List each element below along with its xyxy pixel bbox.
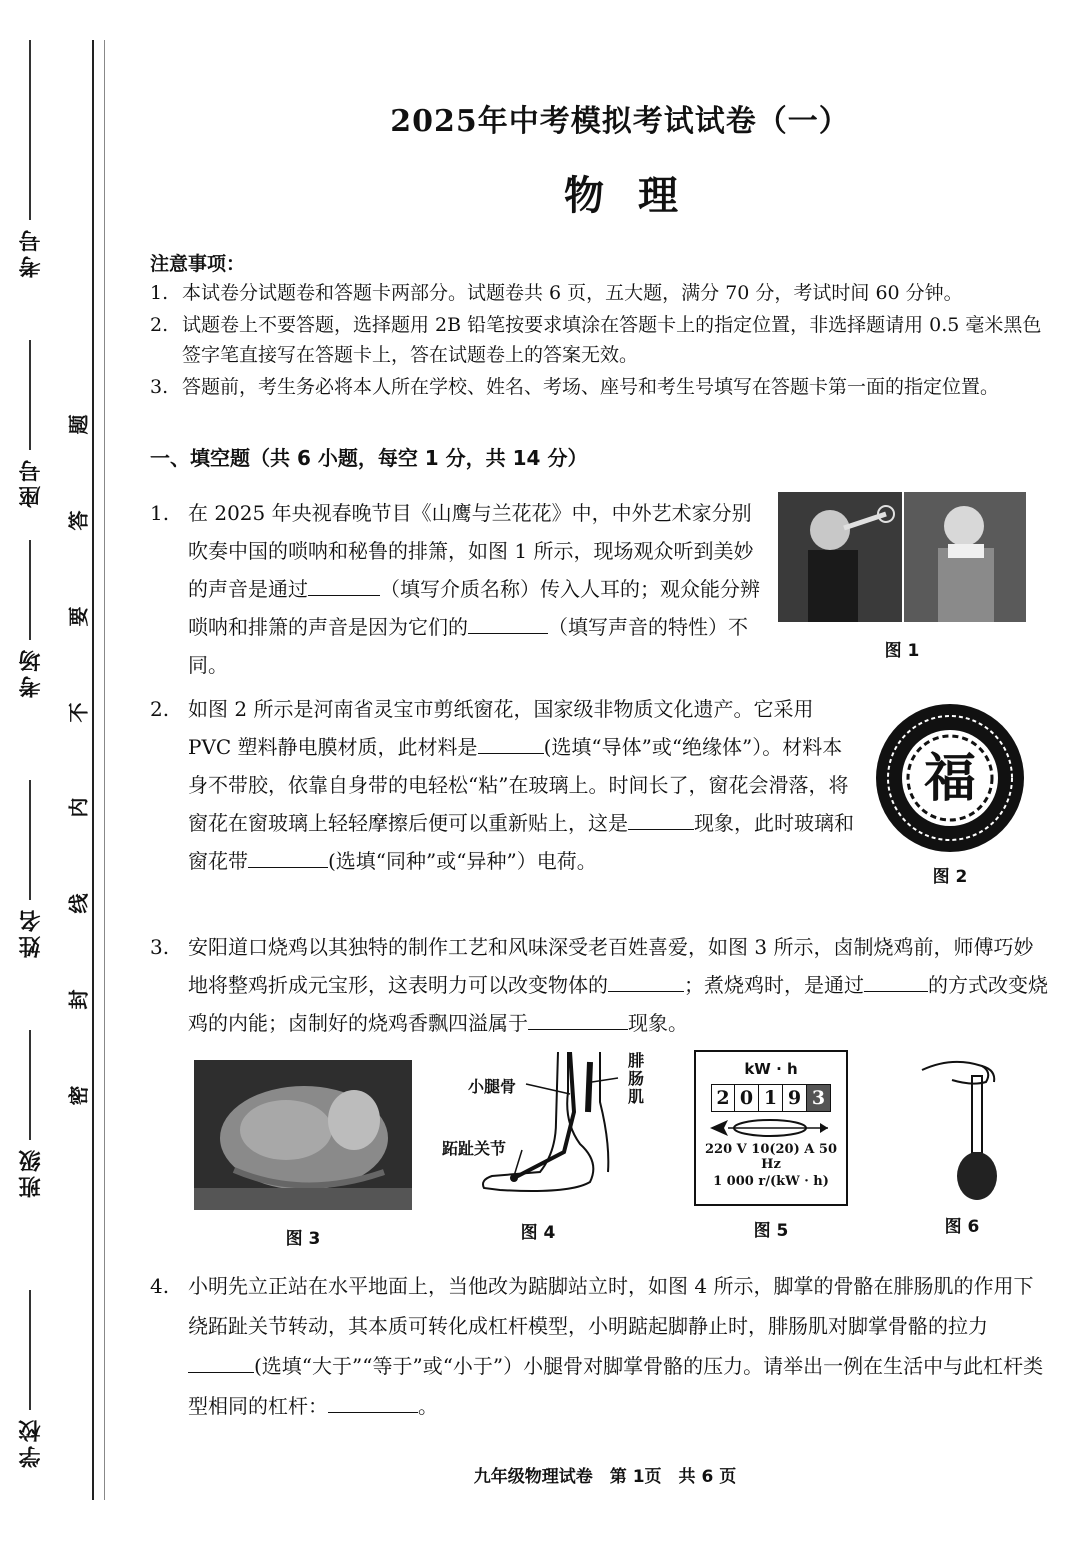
meter-spec-rating: 220 V 10(20) A 50 Hz (705, 1142, 837, 1172)
notice-item (150, 372, 1050, 402)
question-4 (150, 1266, 1050, 1426)
notice-num: 2. (150, 314, 169, 336)
binding-line (92, 40, 94, 1500)
exam-header (150, 96, 1050, 471)
question-3 (150, 928, 1050, 1042)
question-text (188, 690, 862, 880)
label-calf-muscle: 腓肠肌 (628, 1051, 645, 1106)
exam-title: 2025年中考模拟考试试卷（一） (390, 104, 850, 139)
figure-6 (912, 1052, 1012, 1237)
answer-blank[interactable] (248, 846, 328, 868)
figure-caption: 图 4 (520, 1223, 556, 1243)
question-text (188, 494, 762, 684)
answer-blank[interactable] (608, 970, 684, 992)
binding-line-inner (104, 40, 105, 1500)
field-label: 考号 (17, 226, 44, 278)
question-text-part: 现象，此时玻璃和窗花带 (188, 811, 854, 873)
seal-char: 内 (66, 797, 91, 818)
field-label: 姓名 (17, 906, 44, 958)
question-2 (150, 690, 862, 880)
notice-item (150, 278, 1050, 308)
meter-spec-constant: 1 000 r/(kW · h) (713, 1174, 829, 1189)
figure-caption: 图 6 (944, 1217, 980, 1237)
answer-blank[interactable] (188, 1351, 254, 1373)
answer-blank[interactable] (628, 808, 694, 830)
figure-1 (778, 492, 1026, 661)
answer-blank[interactable] (468, 612, 548, 634)
meter-digit: 0 (735, 1084, 759, 1112)
answer-blank[interactable] (328, 1391, 418, 1413)
seal-line-text (62, 410, 92, 1110)
question-text-part: (选填“同种”或“异种”）电荷。 (328, 849, 597, 873)
question-text (188, 928, 1050, 1042)
meter-digit: 2 (711, 1084, 735, 1112)
figure-2 (874, 702, 1026, 887)
notice-heading: 注意事项： (150, 253, 246, 275)
meter-unit: kW · h (744, 1060, 798, 1078)
field-exam-room[interactable] (12, 540, 48, 704)
meter-digit: 1 (759, 1084, 783, 1112)
figure-caption: 图 3 (285, 1229, 321, 1249)
seal-char: 答 (66, 510, 91, 531)
label-toe-joint: 跖趾关节 (442, 1139, 507, 1158)
name-write-line[interactable] (29, 780, 31, 900)
binding-margin (0, 0, 110, 1542)
notice-text: 本试卷分试题卷和答题卡两部分。试题卷共 6 页，五大题，满分 70 分，考试时间 60 分钟。 (182, 282, 963, 304)
field-name[interactable] (12, 780, 48, 964)
school-write-line[interactable] (29, 1290, 31, 1410)
seat-number-write-line[interactable] (29, 340, 31, 450)
notice-text: 答题前，考生务必将本人所在学校、姓名、考场、座号和考生号填写在答题卡第一面的指定位置。 (182, 376, 1000, 398)
exam-number-write-line[interactable] (29, 40, 31, 220)
page-footer: 九年级物理试卷 第 1页 共 6 页 (473, 1467, 737, 1487)
electric-meter (694, 1050, 848, 1206)
answer-blank[interactable] (864, 970, 928, 992)
question-text-part: 如图 2 所示是河南省灵宝市剪纸窗花，国家级非物质文化遗产。它采用 PVC 塑料静电膜材质，此材料是 (188, 697, 814, 759)
field-label: 班级 (17, 1146, 44, 1198)
notice-text: 试题卷上不要答题，选择题用 2B 铅笔按要求填涂在答题卡上的指定位置，非选择题请用 0.5 毫米黑色签字笔直接写在答题卡上，答在试题卷上的答案无效。 (182, 314, 1042, 366)
question-text-part: 安阳道口烧鸡以其独特的制作工艺和风味深受老百姓喜爱，如图 3 所示，卤制烧鸡前，师傅巧妙地将整鸡折成元宝形，这表明力可以改变物体的 (188, 935, 1034, 997)
field-label: 考场 (17, 646, 44, 698)
seal-char: 密 (66, 1085, 91, 1106)
paper-cut-fu-icon (874, 702, 1026, 854)
label-tibia: 小腿骨 (468, 1077, 517, 1096)
field-seat-number[interactable] (12, 340, 48, 514)
exam-subject: 物理 (564, 172, 712, 219)
seal-char: 线 (66, 893, 91, 914)
question-number: 3. (150, 935, 170, 959)
notice-item (150, 310, 1050, 370)
figure-caption: 图 5 (753, 1221, 789, 1241)
exam-room-write-line[interactable] (29, 540, 31, 640)
question-text-part: 。 (418, 1394, 438, 1418)
figure-caption: 图 1 (884, 641, 920, 661)
figure-caption: 图 2 (932, 867, 968, 887)
dropper-squeeze-icon (912, 1052, 1012, 1202)
field-label: 学校 (17, 1416, 44, 1468)
answer-blank[interactable] (528, 1008, 628, 1030)
question-number: 1. (150, 501, 170, 525)
question-number: 2. (150, 697, 170, 721)
seal-char: 封 (66, 989, 91, 1010)
question-text-part: （填写声音的特性）不同。 (188, 615, 748, 677)
figure-3 (194, 1060, 412, 1249)
answer-blank[interactable] (308, 574, 380, 596)
meter-digit: 9 (783, 1084, 807, 1112)
notice-num: 3. (150, 376, 169, 398)
roast-chicken-photo (194, 1060, 412, 1210)
meter-rotor-icon (704, 1118, 838, 1138)
figure-5 (694, 1050, 848, 1241)
seal-char: 题 (66, 414, 91, 435)
answer-blank[interactable] (478, 732, 544, 754)
question-text-part: (选填“导体”或“绝缘体”）。材料本身不带胶，依靠自身带的电轻松“粘”在玻璃上。时间长了，窗花会滑落，将窗花在窗玻璃上轻轻摩擦后便可以重新贴上，这是 (188, 735, 849, 835)
seal-char: 不 (66, 702, 91, 723)
question-text-part: (选填“大于”“等于”或“小于”）小腿骨对脚掌骨骼的压力。请举出一例在生活中与此杠杆类型相同的杠杆： (188, 1354, 1044, 1418)
field-label: 座号 (17, 456, 44, 508)
meter-decimal-digit: 3 (807, 1084, 831, 1112)
notice-num: 1. (150, 282, 169, 304)
question-text-part: （填写介质名称）传入人耳的；观众能分辨唢呐和排箫的声音是因为它们的 (188, 577, 760, 639)
question-text-part: 的方式改变烧鸡的内能；卤制好的烧鸡香飘四溢属于 (188, 973, 1048, 1035)
field-exam-number[interactable] (12, 40, 48, 284)
question-text-part: ；煮烧鸡时，是通过 (684, 973, 864, 997)
seal-char: 要 (66, 606, 91, 627)
question-1 (150, 494, 762, 684)
field-school[interactable] (12, 1290, 48, 1474)
question-text-part: 小明先立正站在水平地面上，当他改为踮脚站立时，如图 4 所示，脚掌的骨骼在腓肠肌的作用下绕跖趾关节转动，其本质可转化成杠杆模型，小明踮起脚静止时，腓肠肌对脚掌骨骼的拉力 (188, 1274, 1034, 1338)
question-text-part: 在 2025 年央视春晚节目《山鹰与兰花花》中，中外艺术家分别吹奏中国的唢呐和秘鲁的排箫，如图 1 所示，现场观众听到美妙的声音是通过 (188, 501, 754, 601)
question-text-part: 现象。 (628, 1011, 688, 1035)
class-write-line[interactable] (29, 1030, 31, 1140)
field-class[interactable] (12, 1030, 48, 1204)
section-heading: 一、填空题（共 6 小题，每空 1 分，共 14 分） (150, 446, 588, 470)
fu-character: 福 (923, 748, 977, 809)
question-number: 4. (150, 1274, 170, 1298)
performers-photo (778, 492, 1026, 622)
figure-4 (440, 1052, 660, 1243)
meter-display (704, 1084, 838, 1112)
question-text (188, 1266, 1050, 1426)
